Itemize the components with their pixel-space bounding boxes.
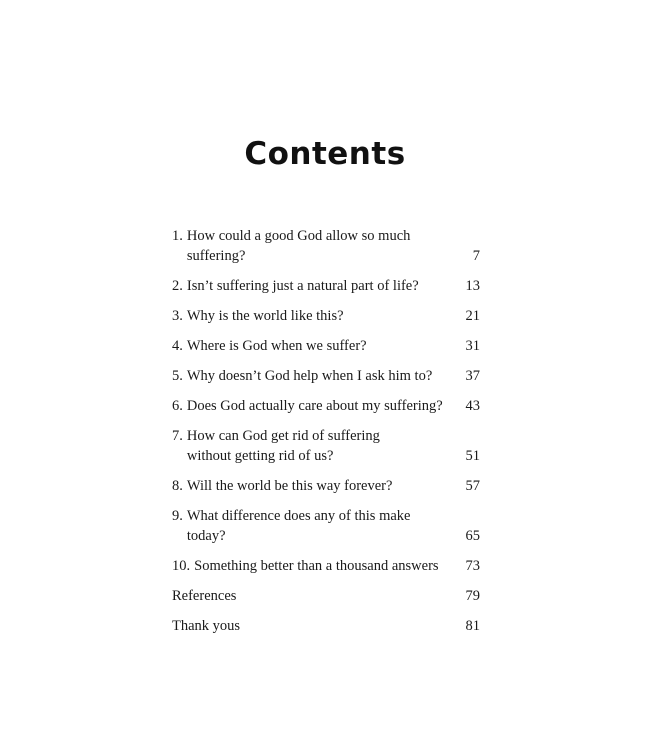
toc-entry-page: 51 <box>465 448 480 464</box>
toc-entry-title: Where is God when we suffer? <box>186 338 367 354</box>
toc-entry-number: 7. <box>172 428 183 444</box>
toc-entry-page: 81 <box>465 618 480 634</box>
toc-entry-page: 43 <box>465 398 480 414</box>
toc-entry[interactable] <box>172 226 480 266</box>
toc-entry[interactable] <box>172 336 480 356</box>
toc-entry-title: Thank yous <box>172 618 241 634</box>
toc-entry-page: 57 <box>465 478 480 494</box>
toc-entry-title: How could a good God allow so much suffering? <box>186 228 411 264</box>
toc-entry-number: 9. <box>172 508 183 524</box>
toc-entry-title: References <box>172 588 237 604</box>
toc-entry-number: 4. <box>172 338 183 354</box>
toc-entry[interactable] <box>172 586 480 606</box>
toc-entry[interactable] <box>172 366 480 386</box>
toc-entry-title: Why is the world like this? <box>186 308 344 324</box>
toc-entry[interactable] <box>172 556 480 576</box>
toc-entry[interactable] <box>172 476 480 496</box>
toc-entry-page: 65 <box>465 528 480 544</box>
toc-entry-page: 7 <box>472 248 480 264</box>
toc-entry-page: 31 <box>465 338 480 354</box>
toc-entry[interactable] <box>172 426 480 466</box>
toc-entry-number: 3. <box>172 308 183 324</box>
toc-entry-number: 2. <box>172 278 183 294</box>
toc-entry-title: How can God get rid of suffering without getting rid of us? <box>186 428 380 464</box>
toc-entry-title: What difference does any of this make today? <box>186 508 411 544</box>
toc-entry-page: 37 <box>465 368 480 384</box>
toc-entry-page: 21 <box>465 308 480 324</box>
toc-entry-page: 13 <box>465 278 480 294</box>
toc-entry-number: 1. <box>172 228 183 244</box>
toc-entry-title: Something better than a thousand answers <box>194 558 439 574</box>
toc-entry-number: 10. <box>172 558 191 574</box>
toc-entry[interactable] <box>172 506 480 546</box>
toc-entry-number: 6. <box>172 398 183 414</box>
toc-entry-title: Why doesn’t God help when I ask him to? <box>186 368 433 384</box>
toc-entry-page: 73 <box>465 558 480 574</box>
toc-entry-number: 8. <box>172 478 183 494</box>
table-of-contents <box>172 226 480 646</box>
toc-entry[interactable] <box>172 616 480 636</box>
toc-entry-title: Isn’t suffering just a natural part of life? <box>186 278 419 294</box>
toc-entry-number: 5. <box>172 368 183 384</box>
toc-entry-title: Does God actually care about my suffering? <box>186 398 443 414</box>
toc-entry[interactable] <box>172 276 480 296</box>
toc-entry-page: 79 <box>465 588 480 604</box>
toc-entry-title: Will the world be this way forever? <box>186 478 393 494</box>
page-title: Contents <box>244 136 406 172</box>
toc-entry[interactable] <box>172 396 480 416</box>
toc-entry[interactable] <box>172 306 480 326</box>
